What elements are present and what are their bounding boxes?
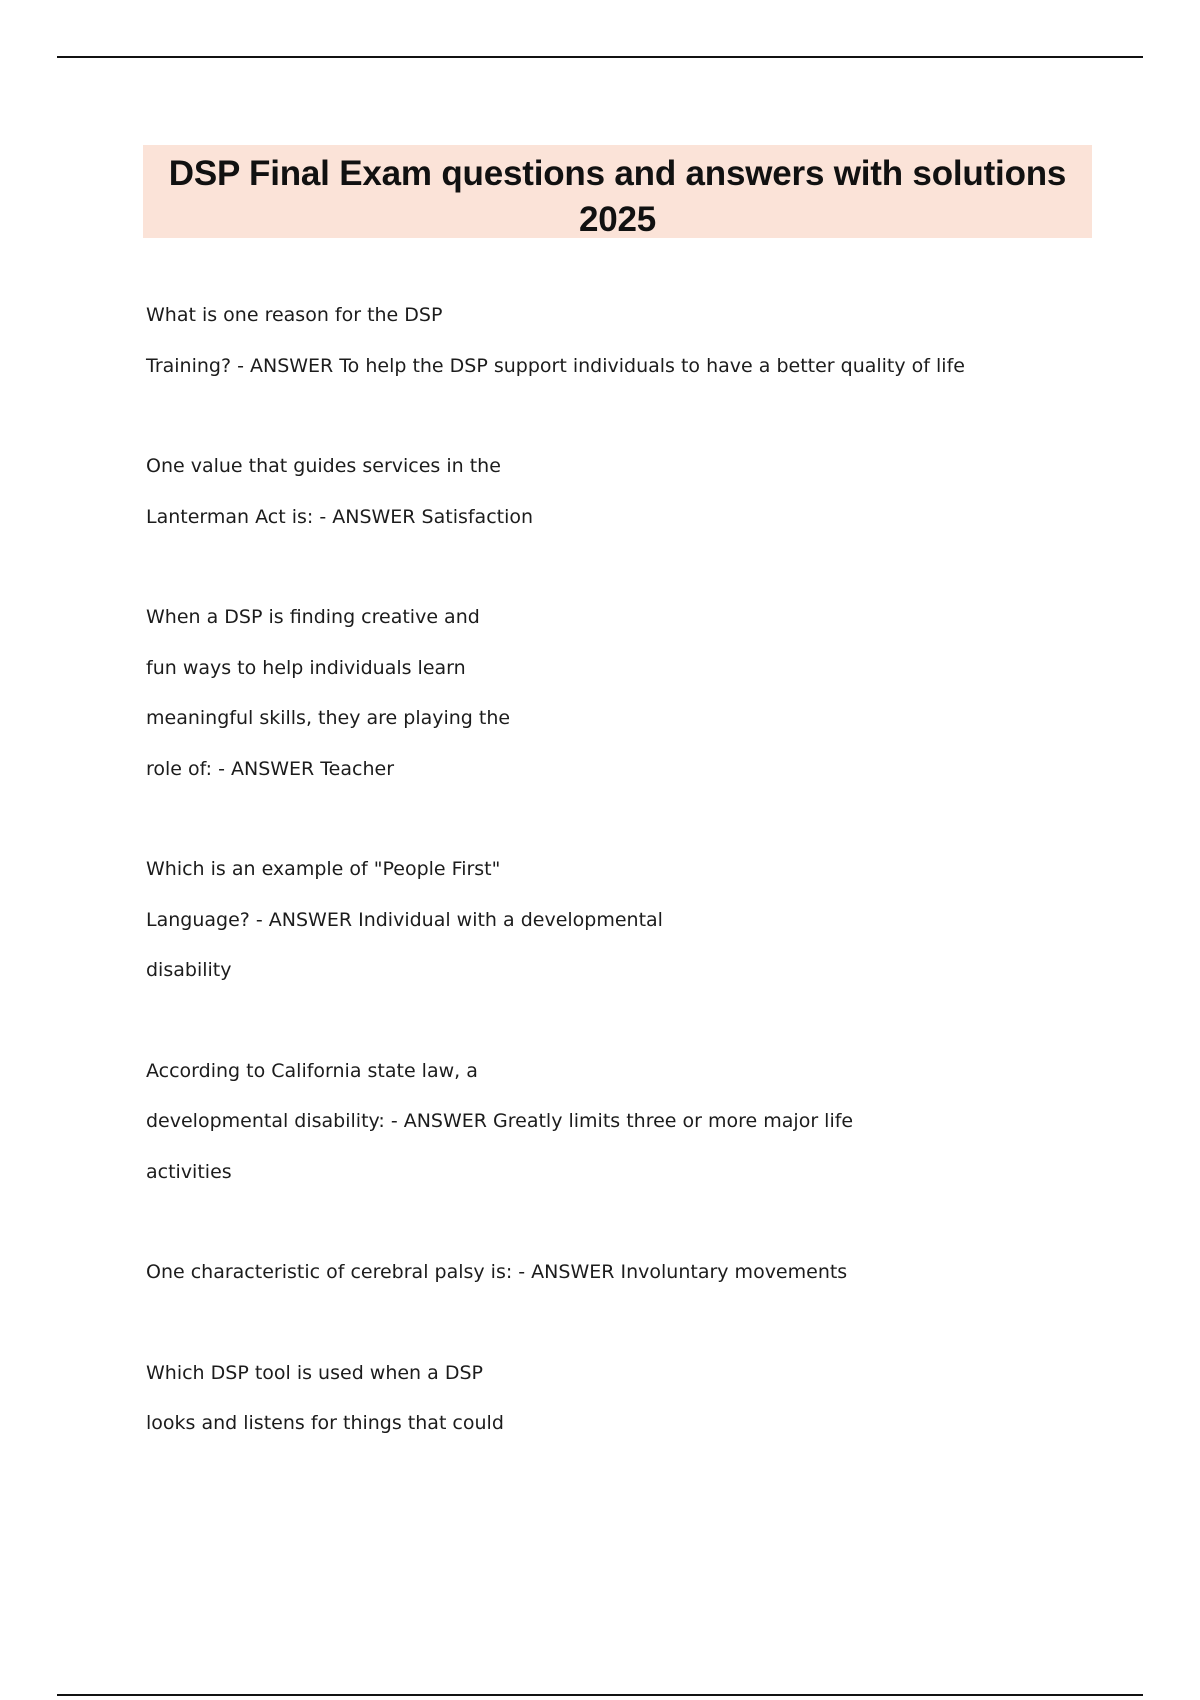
qa-item-1: [146, 290, 1126, 391]
document-title-line-1: DSP Final Exam questions and answers with solutions: [168, 154, 1067, 193]
qa-list: [146, 290, 1126, 1499]
qa-line: Language? - ANSWER Individual with a developmental: [146, 908, 663, 931]
top-divider: [57, 56, 1143, 58]
qa-line: Lanterman Act is: - ANSWER Satisfaction: [146, 505, 534, 528]
bottom-divider: [57, 1694, 1143, 1696]
qa-line: role of: - ANSWER Teacher: [146, 757, 395, 780]
qa-line: disability: [146, 959, 232, 981]
qa-line: One value that guides services in the: [146, 455, 501, 477]
qa-item-5: [146, 1046, 1126, 1198]
qa-line: developmental disability: - ANSWER Greatly limits three or more major life: [146, 1110, 854, 1132]
qa-line: Training? - ANSWER To help the DSP support individuals to have a better quality of life: [146, 354, 965, 377]
qa-line: According to California state law, a: [146, 1059, 478, 1082]
qa-line: fun ways to help individuals learn: [146, 656, 466, 679]
qa-line: meaningful skills, they are playing the: [146, 707, 511, 729]
qa-line: Which is an example of "People First": [146, 858, 501, 880]
qa-item-4: [146, 844, 1126, 996]
qa-line: looks and listens for things that could: [146, 1412, 504, 1434]
qa-item-2: [146, 441, 1126, 542]
qa-item-7: [146, 1348, 1126, 1449]
qa-line: When a DSP is finding creative and: [146, 606, 480, 628]
qa-line: What is one reason for the DSP: [146, 304, 443, 326]
qa-line: One characteristic of cerebral palsy is: - ANSWER Involuntary movements: [146, 1261, 848, 1283]
document-title-line-2: 2025: [578, 200, 657, 239]
qa-item-6: [146, 1247, 1126, 1298]
qa-item-3: [146, 592, 1126, 794]
qa-line: activities: [146, 1160, 232, 1183]
document-title-banner: [143, 145, 1092, 238]
qa-line: Which DSP tool is used when a DSP: [146, 1361, 483, 1384]
